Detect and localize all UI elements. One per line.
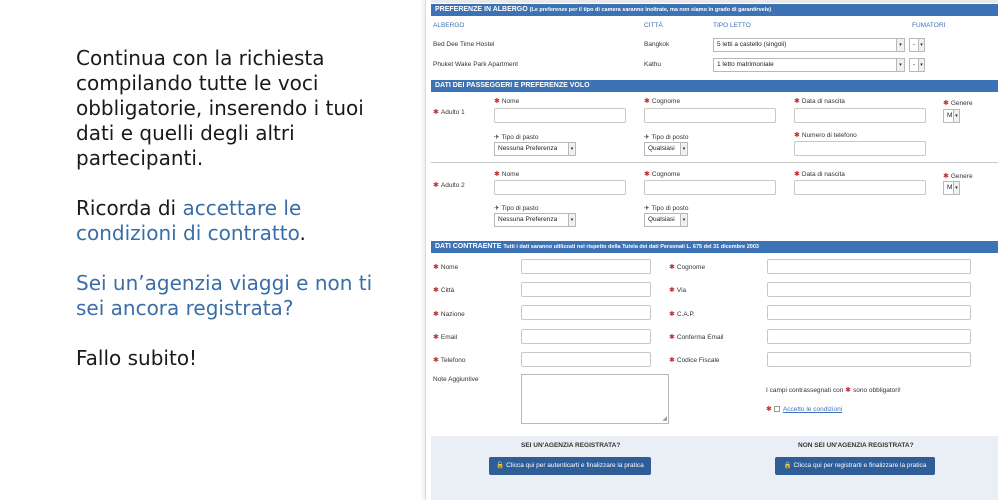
- adult1-genere-select[interactable]: [943, 109, 960, 123]
- hotel-2-name: Phuket Wake Park Apartment: [433, 61, 519, 68]
- adult1-text: Adulto 1: [440, 109, 465, 116]
- contractor-header-title: DATI CONTRAENTE: [435, 243, 502, 250]
- label-text: Telefono: [440, 357, 466, 364]
- adult1-nome-label: [494, 97, 519, 105]
- adult1-nome-input[interactable]: [494, 108, 626, 123]
- passengers-header: [431, 80, 998, 92]
- intro-text: [76, 46, 396, 396]
- telefono-label: [433, 356, 465, 364]
- conferma-email-label: [669, 333, 723, 341]
- chevron-down-icon: ▾: [680, 143, 687, 155]
- genere-value: M: [947, 184, 953, 191]
- required-icon: ✱: [669, 334, 675, 341]
- label-text: Cognome: [651, 171, 681, 178]
- col-fumatori: FUMATORI: [912, 22, 946, 29]
- required-icon: ✱: [845, 387, 852, 394]
- contractor-telefono-input[interactable]: [521, 352, 651, 367]
- registered-agency-title: SEI UN'AGENZIA REGISTRATA?: [521, 442, 621, 449]
- label-text: Tipo di posto: [651, 134, 689, 141]
- codice-fiscale-label: [669, 356, 720, 364]
- lock-icon: 🔒: [783, 462, 792, 469]
- label-text: Genere: [950, 100, 973, 107]
- accept-conditions-highlight: accettare le condizioni di contratto: [76, 196, 302, 245]
- hotel-1-bed-select[interactable]: [713, 38, 905, 52]
- adult1-posto-label: [644, 133, 688, 141]
- label-text: Email: [440, 334, 458, 341]
- contractor-nazione-input[interactable]: [521, 305, 651, 320]
- adult1-posto-select[interactable]: [644, 142, 688, 156]
- accept-conditions-link[interactable]: Accetto le condizioni: [782, 406, 843, 413]
- contractor-via-input[interactable]: [767, 282, 971, 297]
- label-text: Tipo di posto: [651, 205, 689, 212]
- passengers-header-title: DATI DEI PASSEGGERI E PREFERENZE VOLO: [435, 82, 590, 89]
- contractor-header-note: Tutti i dati saranno utilizzati nel rispetto della Tutela dei dati Personali L. 675 del 31 dicembre 2003: [503, 244, 759, 250]
- chevron-down-icon: ▾: [680, 214, 687, 226]
- label-text: Data di nascita: [801, 171, 845, 178]
- hotel-header-title: PREFERENZE IN ALBERGO: [435, 6, 528, 13]
- required-icon: ✱: [669, 264, 675, 271]
- required-icon: ✱: [494, 171, 500, 178]
- label-text: Città: [440, 287, 455, 294]
- nazione-label: [433, 310, 465, 318]
- adult1-pasto-select[interactable]: [494, 142, 576, 156]
- label-text: Nazione: [440, 311, 465, 318]
- note-label: Note Aggiuntive: [433, 376, 479, 383]
- adult2-genere-select[interactable]: [943, 181, 960, 195]
- label-text: Genere: [950, 173, 973, 180]
- adult1-telefono-input[interactable]: [794, 141, 926, 156]
- booking-form-panel: [425, 0, 1000, 500]
- chevron-down-icon: ▾: [568, 143, 575, 155]
- chevron-down-icon: ▾: [568, 214, 575, 226]
- required-icon: ✱: [494, 98, 500, 105]
- chevron-down-icon: ▾: [896, 39, 904, 51]
- intro-p2-suffix: .: [299, 221, 306, 245]
- hotel-2-bed-value: 1 letto matrimoniale: [717, 61, 774, 68]
- label-text: Nome: [440, 264, 459, 271]
- label-text: Codice Fiscale: [676, 357, 720, 364]
- note-textarea[interactable]: [521, 374, 669, 424]
- hotel-1-smoke-value: -: [913, 41, 916, 48]
- contractor-header: [431, 241, 998, 253]
- label-text: Nome: [501, 171, 520, 178]
- lock-icon: 🔓: [496, 462, 505, 469]
- contractor-cognome-input[interactable]: [767, 259, 971, 274]
- adult2-nascita-label: [794, 170, 845, 178]
- adult1-label: [433, 108, 465, 116]
- required-icon: ✱: [794, 98, 800, 105]
- adult2-pasto-label: [494, 204, 538, 212]
- required-icon: ✱: [669, 311, 675, 318]
- contractor-conferma-email-input[interactable]: [767, 329, 971, 344]
- required-icon: ✱: [943, 100, 949, 107]
- label-text: Cognome: [651, 98, 681, 105]
- label-text: Conferma Email: [676, 334, 724, 341]
- required-icon: ✱: [943, 173, 949, 180]
- adult2-cognome-input[interactable]: [644, 180, 776, 195]
- adult1-nascita-label: [794, 97, 845, 105]
- hotel-1-name: Bed Dee Time Hostel: [433, 41, 495, 48]
- hotel-1-city: Bangkok: [644, 41, 670, 48]
- email-label: [433, 333, 457, 341]
- required-icon: ✱: [433, 357, 439, 364]
- contractor-cap-input[interactable]: [767, 305, 971, 320]
- label-text: Nome: [501, 98, 520, 105]
- contractor-codice-fiscale-input[interactable]: [767, 352, 971, 367]
- intro-paragraph-1: Continua con la richiesta compilando tutte le voci obbligatorie, inserendo i tuoi dati e quelli degli altri partecipanti.: [76, 46, 364, 170]
- plane-icon: ✈: [644, 205, 650, 212]
- via-label: [669, 286, 686, 294]
- required-icon: ✱: [433, 287, 439, 294]
- accept-conditions-row: [766, 405, 842, 413]
- cognome-label: [669, 263, 705, 271]
- chevron-down-icon: ▾: [953, 110, 959, 122]
- not-registered-agency-title: NON SEI UN'AGENZIA REGISTRATA?: [798, 442, 914, 449]
- adult2-nome-label: [494, 170, 519, 178]
- hotel-2-city: Kathu: [644, 61, 661, 68]
- required-icon: ✱: [433, 182, 439, 189]
- adult1-pasto-label: [494, 133, 538, 141]
- label-text: Tipo di pasto: [501, 205, 539, 212]
- passenger-separator: [431, 162, 998, 163]
- required-icon: ✱: [644, 171, 650, 178]
- nome-label: [433, 263, 458, 271]
- hotel-preferences-header: [431, 4, 998, 16]
- plane-icon: ✈: [494, 134, 500, 141]
- chevron-down-icon: ▾: [896, 59, 904, 71]
- contractor-citta-input[interactable]: [521, 282, 651, 297]
- required-icon: ✱: [794, 132, 800, 139]
- required-icon: ✱: [669, 357, 675, 364]
- required-icon: ✱: [433, 334, 439, 341]
- label-text: Data di nascita: [801, 98, 845, 105]
- intro-paragraph-4: Fallo subito!: [76, 346, 198, 370]
- cap-label: [669, 310, 695, 318]
- panel-top-shade: [431, 0, 998, 3]
- adult2-label: [433, 181, 465, 189]
- hotel-header-note: (Le preferenze per il tipo di camera saranno inoltrate, ma non siamo in grado di garantirvele): [529, 7, 772, 13]
- adult2-pasto-select[interactable]: [494, 213, 576, 227]
- hotel-2-smoke-select[interactable]: [909, 58, 925, 72]
- required-icon: ✱: [766, 406, 772, 413]
- chevron-down-icon: ▾: [918, 39, 924, 51]
- login-finalize-button[interactable]: [489, 457, 651, 475]
- adult2-nome-input[interactable]: [494, 180, 626, 195]
- hotel-2-smoke-value: -: [913, 61, 916, 68]
- mandatory-suffix: sono obbligatori!: [853, 387, 901, 394]
- resize-grip-icon[interactable]: ◢: [662, 416, 667, 422]
- hotel-2-bed-select[interactable]: [713, 58, 905, 72]
- hotel-1-bed-value: 5 letti a castello (singoli): [717, 41, 787, 48]
- adult2-text: Adulto 2: [440, 182, 465, 189]
- col-citta: CITTÀ: [644, 22, 663, 29]
- plane-icon: ✈: [644, 134, 650, 141]
- mandatory-note: [766, 386, 901, 394]
- pasto-value: Nessuna Preferenza: [498, 145, 558, 152]
- mandatory-prefix: I campi contrassegnati con: [766, 387, 844, 394]
- required-icon: ✱: [433, 109, 439, 116]
- posto-value: Qualsiasi: [648, 145, 675, 152]
- register-finalize-label: Clicca qui per registrarti e finalizzare la pratica: [793, 462, 927, 469]
- intro-p2-prefix: Ricorda di: [76, 196, 183, 220]
- plane-icon: ✈: [494, 205, 500, 212]
- pasto-value: Nessuna Preferenza: [498, 216, 558, 223]
- adult1-cognome-label: [644, 97, 680, 105]
- label-text: C.A.P.: [676, 311, 695, 318]
- required-icon: ✱: [669, 287, 675, 294]
- adult1-telefono-label: [794, 131, 857, 139]
- contractor-email-input[interactable]: [521, 329, 651, 344]
- chevron-down-icon: ▾: [953, 182, 959, 194]
- register-finalize-button[interactable]: [775, 457, 935, 475]
- label-text: Via: [676, 287, 687, 294]
- intro-paragraph-2: [76, 196, 396, 246]
- label-text: Tipo di pasto: [501, 134, 539, 141]
- required-icon: ✱: [433, 264, 439, 271]
- intro-paragraph-3: Sei un’agenzia viaggi e non ti sei ancora registrata?: [76, 271, 373, 320]
- label-text: Numero di telefono: [801, 132, 857, 139]
- agency-section: [431, 436, 998, 500]
- col-albergo: ALBERGO: [433, 22, 465, 29]
- adult1-cognome-input[interactable]: [644, 108, 776, 123]
- label-text: Cognome: [676, 264, 706, 271]
- genere-value: M: [947, 112, 953, 119]
- adult2-genere-label: [943, 172, 973, 180]
- adult2-posto-select[interactable]: [644, 213, 688, 227]
- adult2-posto-label: [644, 204, 688, 212]
- adult2-nascita-input[interactable]: [794, 180, 926, 195]
- adult1-nascita-input[interactable]: [794, 108, 926, 123]
- login-finalize-label: Clicca qui per autenticarti e finalizzare la pratica: [506, 462, 644, 469]
- posto-value: Qualsiasi: [648, 216, 675, 223]
- required-icon: ✱: [794, 171, 800, 178]
- required-icon: ✱: [644, 98, 650, 105]
- hotel-1-smoke-select[interactable]: [909, 38, 925, 52]
- adult2-cognome-label: [644, 170, 680, 178]
- chevron-down-icon: ▾: [918, 59, 924, 71]
- accept-conditions-checkbox[interactable]: [774, 406, 780, 412]
- citta-label: [433, 286, 454, 294]
- contractor-nome-input[interactable]: [521, 259, 651, 274]
- adult1-genere-label: [943, 99, 973, 107]
- col-tipo-letto: TIPO LETTO: [713, 22, 751, 29]
- required-icon: ✱: [433, 311, 439, 318]
